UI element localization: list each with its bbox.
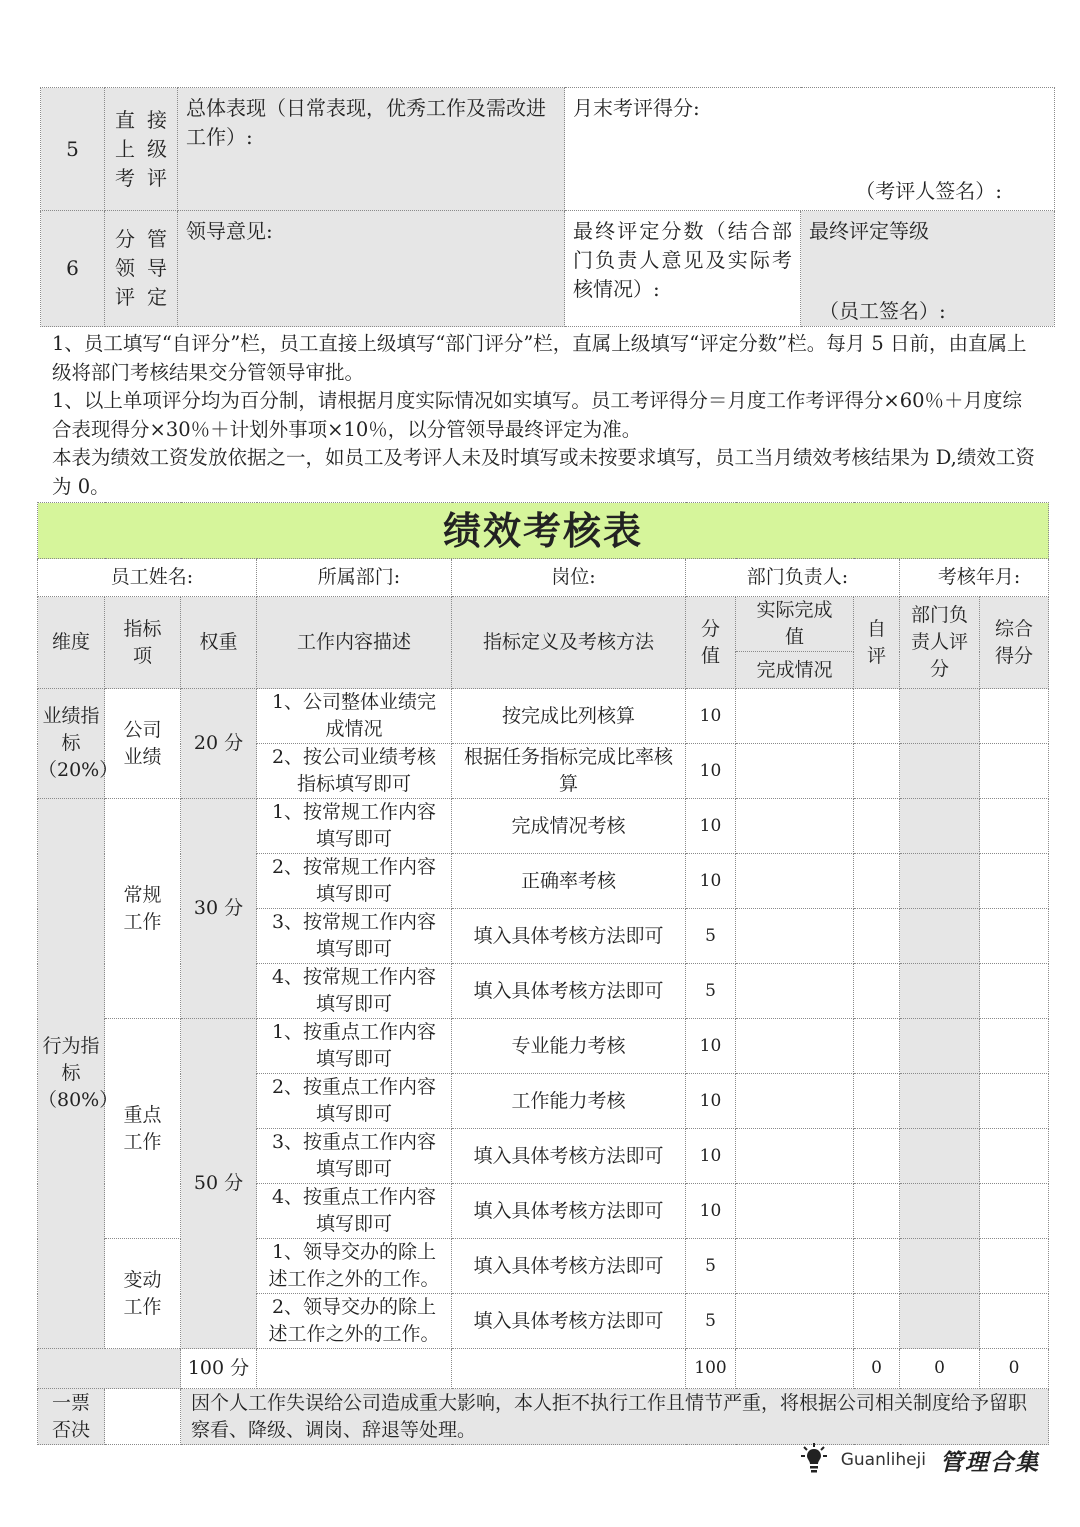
- row-self-input[interactable]: [854, 689, 900, 744]
- row-manager-input[interactable]: [900, 964, 980, 1019]
- row-total-input[interactable]: [980, 1129, 1049, 1184]
- total-weight: 100 分: [181, 1349, 257, 1389]
- veto-text: 因个人工作失误给公司造成重大影响，本人拒不执行工作且情节严重，将根据公司相关制度给予留职察看、降级、调岗、辞退等处理。: [181, 1389, 1049, 1445]
- row-actual-input[interactable]: [736, 1019, 854, 1074]
- weight-company: 20 分: [181, 689, 257, 799]
- row-manager-input[interactable]: [900, 1129, 980, 1184]
- total-content-cell: [257, 1349, 452, 1389]
- header-method: 指标定义及考核方法: [452, 597, 686, 689]
- department-manager-field[interactable]: 部门负责人:: [686, 559, 900, 597]
- row-self-input[interactable]: [854, 1019, 900, 1074]
- row-score: 5: [686, 909, 736, 964]
- row-actual-input[interactable]: [736, 1184, 854, 1239]
- row-content: 4、按常规工作内容填写即可: [257, 964, 452, 1019]
- row-manager-input[interactable]: [900, 1239, 980, 1294]
- row-total-input[interactable]: [980, 1019, 1049, 1074]
- row-score: 5: [686, 964, 736, 1019]
- row-total-input[interactable]: [980, 964, 1049, 1019]
- row-method: 填入具体考核方法即可: [452, 964, 686, 1019]
- row-content: 1、按重点工作内容填写即可: [257, 1019, 452, 1074]
- weight-key: 50 分: [181, 1019, 257, 1349]
- row-self-input[interactable]: [854, 909, 900, 964]
- veto-label: 一票否决: [38, 1389, 105, 1445]
- row-content: 3、按常规工作内容填写即可: [257, 909, 452, 964]
- lightbulb-icon: [801, 1442, 827, 1478]
- brand-logo: [801, 1442, 1040, 1478]
- note-2: 1、以上单项评分均为百分制，请根据月度实际情况如实填写。员工考评得分＝月度工作考评得分×60％＋月度综合表现得分×30％＋计划外事项×10％，以分管领导最终评定为准。: [52, 389, 1023, 441]
- row-manager-input[interactable]: [900, 744, 980, 799]
- row-content: 3、按重点工作内容填写即可: [257, 1129, 452, 1184]
- row-total-input[interactable]: [980, 854, 1049, 909]
- row-number-5: 5: [41, 88, 105, 211]
- total-manager-score: 0: [900, 1349, 980, 1389]
- indicator-key: 重点工作: [105, 1019, 181, 1239]
- row-self-input[interactable]: [854, 1239, 900, 1294]
- header-weight: 权重: [181, 597, 257, 689]
- row-content: 2、按公司业绩考核指标填写即可: [257, 744, 452, 799]
- row-self-input[interactable]: [854, 854, 900, 909]
- dim-performance: 业绩指标（20%）: [38, 689, 105, 799]
- row-content: 1、公司整体业绩完成情况: [257, 689, 452, 744]
- row-content: 1、领导交办的除上述工作之外的工作。: [257, 1239, 452, 1294]
- row-self-input[interactable]: [854, 799, 900, 854]
- weight-regular: 30 分: [181, 799, 257, 1019]
- row-actual-input[interactable]: [736, 689, 854, 744]
- overall-performance-field[interactable]: [178, 88, 565, 211]
- row-self-input[interactable]: [854, 1184, 900, 1239]
- row-method: 完成情况考核: [452, 799, 686, 854]
- header-manager-score: 部门负责人评分: [900, 597, 980, 689]
- row-total-input[interactable]: [980, 689, 1049, 744]
- row-manager-input[interactable]: [900, 909, 980, 964]
- row-content: 1、按常规工作内容填写即可: [257, 799, 452, 854]
- month-end-score-label: 月末考评得分:: [573, 96, 700, 120]
- form-title: 绩效考核表: [38, 503, 1049, 559]
- row-manager-input[interactable]: [900, 854, 980, 909]
- brand-name-en: Guanliheji: [840, 1450, 926, 1470]
- row-content: 2、领导交办的除上述工作之外的工作。: [257, 1294, 452, 1349]
- direct-supervisor-label: [105, 88, 178, 211]
- total-score-value: 100: [686, 1349, 736, 1389]
- row-actual-input[interactable]: [736, 1074, 854, 1129]
- header-completion: 完成情况: [736, 652, 854, 689]
- position-field[interactable]: 岗位:: [452, 559, 686, 597]
- total-label-cell: [38, 1349, 181, 1389]
- row-method: 工作能力考核: [452, 1074, 686, 1129]
- final-grade-label: 最终评定等级: [809, 219, 929, 243]
- row-total-input[interactable]: [980, 799, 1049, 854]
- row-score: 10: [686, 689, 736, 744]
- row-manager-input[interactable]: [900, 1019, 980, 1074]
- row-self-input[interactable]: [854, 1074, 900, 1129]
- row-manager-input[interactable]: [900, 689, 980, 744]
- row-method: 正确率考核: [452, 854, 686, 909]
- row-actual-input[interactable]: [736, 854, 854, 909]
- leader-opinion-field[interactable]: [178, 211, 565, 327]
- leader-opinion-label: 领导意见:: [186, 219, 273, 243]
- row-total-input[interactable]: [980, 1239, 1049, 1294]
- row-manager-input[interactable]: [900, 1074, 980, 1129]
- department-field[interactable]: 所属部门:: [257, 559, 452, 597]
- indicator-company: 公司业绩: [105, 689, 181, 799]
- header-actual-value: 实际完成值: [736, 597, 854, 652]
- employee-name-field[interactable]: 员工姓名:: [38, 559, 257, 597]
- row-self-input[interactable]: [854, 1129, 900, 1184]
- row-score: 10: [686, 744, 736, 799]
- performance-appraisal-table: [37, 502, 1049, 1445]
- header-self-score: 自评: [854, 597, 900, 689]
- row-actual-input[interactable]: [736, 1129, 854, 1184]
- row-actual-input[interactable]: [736, 799, 854, 854]
- row-number-6: 6: [41, 211, 105, 327]
- row-method: 填入具体考核方法即可: [452, 1294, 686, 1349]
- row-score: 10: [686, 1019, 736, 1074]
- row-score: 5: [686, 1294, 736, 1349]
- row-actual-input[interactable]: [736, 909, 854, 964]
- row-total-input[interactable]: [980, 1074, 1049, 1129]
- review-table: [40, 87, 1055, 327]
- row-self-input[interactable]: [854, 744, 900, 799]
- month-end-score-field[interactable]: [565, 88, 1055, 211]
- total-self-score: 0: [854, 1349, 900, 1389]
- row-actual-input[interactable]: [736, 1239, 854, 1294]
- total-overall-score: 0: [980, 1349, 1049, 1389]
- header-content: 工作内容描述: [257, 597, 452, 689]
- row-score: 10: [686, 854, 736, 909]
- header-total-score: 综合得分: [980, 597, 1049, 689]
- veto-blank-cell: [105, 1389, 181, 1445]
- assessment-period-field[interactable]: 考核年月:: [900, 559, 1049, 597]
- row-score: 10: [686, 1129, 736, 1184]
- brand-name-cn: 管理合集: [940, 1448, 1040, 1476]
- direct-supervisor-label-text: 直接上级考评: [115, 107, 167, 190]
- indicator-change: 变动工作: [105, 1239, 181, 1349]
- instructions: [52, 330, 1037, 501]
- row-self-input[interactable]: [854, 1294, 900, 1349]
- row-score: 5: [686, 1239, 736, 1294]
- row-manager-input[interactable]: [900, 1294, 980, 1349]
- note-1: 1、员工填写“自评分”栏，员工直接上级填写“部门评分”栏，直属上级填写“评定分数”栏。每月 5 日前，由直属上级将部门考核结果交分管领导审批。: [52, 332, 1027, 384]
- row-manager-input[interactable]: [900, 799, 980, 854]
- row-method: 填入具体考核方法即可: [452, 1129, 686, 1184]
- total-method-cell: [452, 1349, 686, 1389]
- row-method: 按完成比列核算: [452, 689, 686, 744]
- total-actual-cell: [736, 1349, 854, 1389]
- header-dimension: 维度: [38, 597, 105, 689]
- employee-signature-label: （员工签名）:: [819, 299, 946, 323]
- dim-behavior: 行为指标（80%）: [38, 799, 105, 1349]
- overall-performance-label: 总体表现（日常表现，优秀工作及需改进工作）:: [186, 96, 546, 149]
- row-content: 2、按常规工作内容填写即可: [257, 854, 452, 909]
- row-method: 专业能力考核: [452, 1019, 686, 1074]
- indicator-regular: 常规工作: [105, 799, 181, 1019]
- row-actual-input[interactable]: [736, 964, 854, 1019]
- row-content: 2、按重点工作内容填写即可: [257, 1074, 452, 1129]
- row-total-input[interactable]: [980, 909, 1049, 964]
- row-score: 10: [686, 799, 736, 854]
- row-method: 填入具体考核方法即可: [452, 1239, 686, 1294]
- row-total-input[interactable]: [980, 1294, 1049, 1349]
- final-grade-field[interactable]: [801, 211, 1055, 327]
- final-score-field[interactable]: [565, 211, 801, 327]
- row-method: 根据任务指标完成比率核算: [452, 744, 686, 799]
- row-total-input[interactable]: [980, 1184, 1049, 1239]
- note-3: 本表为绩效工资发放依据之一，如员工及考评人未及时填写或未按要求填写，员工当月绩效考核结果为 D,绩效工资为 0。: [52, 446, 1035, 498]
- reviewer-signature-label: （考评人签名）:: [855, 179, 1002, 203]
- division-leader-label: [105, 211, 178, 327]
- row-score: 10: [686, 1184, 736, 1239]
- row-method: 填入具体考核方法即可: [452, 1184, 686, 1239]
- row-score: 10: [686, 1074, 736, 1129]
- final-score-label: 最终评定分数（结合部门负责人意见及实际考核情况）:: [573, 219, 792, 301]
- row-total-input[interactable]: [980, 744, 1049, 799]
- header-indicator: 指标项: [105, 597, 181, 689]
- row-content: 4、按重点工作内容填写即可: [257, 1184, 452, 1239]
- row-actual-input[interactable]: [736, 1294, 854, 1349]
- header-score-value: 分值: [686, 597, 736, 689]
- row-self-input[interactable]: [854, 964, 900, 1019]
- division-leader-label-text: 分管领导评定: [115, 227, 167, 309]
- row-actual-input[interactable]: [736, 744, 854, 799]
- row-method: 填入具体考核方法即可: [452, 909, 686, 964]
- row-manager-input[interactable]: [900, 1184, 980, 1239]
